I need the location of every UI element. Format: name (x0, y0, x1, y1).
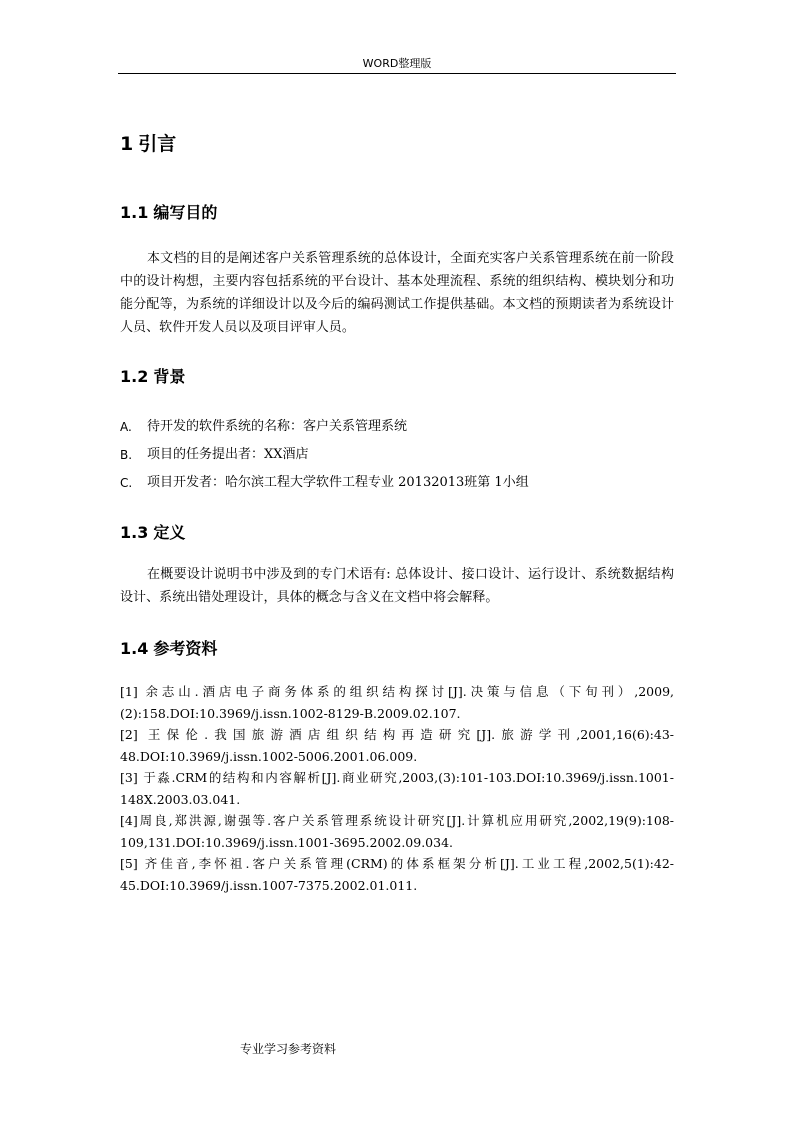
section-title: 编写目的 (153, 203, 218, 222)
document-body (120, 130, 674, 896)
list-item-text: 待开发的软件系统的名称：客户关系管理系统 (147, 419, 408, 434)
list-item-text: 项目的任务提出者：XX酒店 (147, 447, 309, 462)
reference-item: [2] 王保伦.我国旅游酒店组织结构再造研究[J].旅游学刊,2001,16(6):43-48.DOI:10.3969/j.issn.1002-5006.2001.06.009. (120, 727, 674, 764)
list-item (120, 413, 674, 441)
section-number: 1.2 (120, 367, 149, 386)
section-title: 背景 (153, 367, 186, 386)
list-marker: C. (120, 476, 133, 490)
section-heading-definition (120, 521, 674, 545)
reference-item: [4]周良,郑洪源,谢强等.客户关系管理系统设计研究[J].计算机应用研究,2002,19(9):108-109,131.DOI:10.3969/j.issn.1001-3695.2002.09.034. (120, 813, 674, 850)
list-item (120, 469, 674, 497)
page-footer: 专业学习参考资料 (240, 1042, 337, 1056)
definition-paragraph: 在概要设计说明书中涉及到的专门术语有: 总体设计、接口设计、运行设计、系统数据结构设计、系统出错处理设计，具体的概念与含义在文档中将会解释。 (120, 567, 674, 605)
background-list (120, 413, 674, 497)
section-title: 参考资料 (153, 639, 218, 658)
reference-item: [1] 余志山.酒店电子商务体系的组织结构探讨[J].决策与信息（下旬刊）,2009,(2):158.DOI:10.3969/j.issn.1002-8129-B.2009.02.107. (120, 684, 674, 721)
list-item (120, 441, 674, 469)
chapter-heading (120, 130, 674, 158)
section-number: 1.1 (120, 203, 149, 222)
section-heading-references (120, 637, 674, 661)
reference-item: [3] 于淼.CRM的结构和内容解析[J].商业研究,2003,(3):101-103.DOI:10.3969/j.issn.1001-148X.2003.03.041. (120, 770, 674, 807)
section-heading-purpose (120, 201, 674, 225)
chapter-title: 引言 (138, 133, 177, 155)
list-marker: B. (120, 448, 133, 462)
reference-list (120, 681, 674, 896)
chapter-number: 1 (120, 133, 134, 155)
list-item-text: 项目开发者：哈尔滨工程大学软件工程专业 20132013班第 1小组 (147, 475, 529, 490)
page-header: WORD整理版 (362, 57, 432, 70)
section-number: 1.3 (120, 523, 149, 542)
section-number: 1.4 (120, 639, 149, 658)
section-heading-background (120, 365, 674, 389)
header-rule (118, 73, 676, 74)
list-marker: A. (120, 420, 132, 434)
purpose-paragraph: 本文档的目的是阐述客户关系管理系统的总体设计，全面充实客户关系管理系统在前一阶段中的设计构想，主要内容包括系统的平台设计、基本处理流程、系统的组织结构、模块划分和功能分配等，为系统的详细设计以及今后的编码测试工作提供基础。本文档的预期读者为系统设计人员、软件开发人员以及项目评审人员。 (120, 251, 674, 335)
reference-item: [5] 齐佳音,李怀祖.客户关系管理(CRM)的体系框架分析[J].工业工程,2002,5(1):42-45.DOI:10.3969/j.issn.1007-7375.2002.01.011. (120, 856, 674, 893)
section-title: 定义 (153, 523, 186, 542)
